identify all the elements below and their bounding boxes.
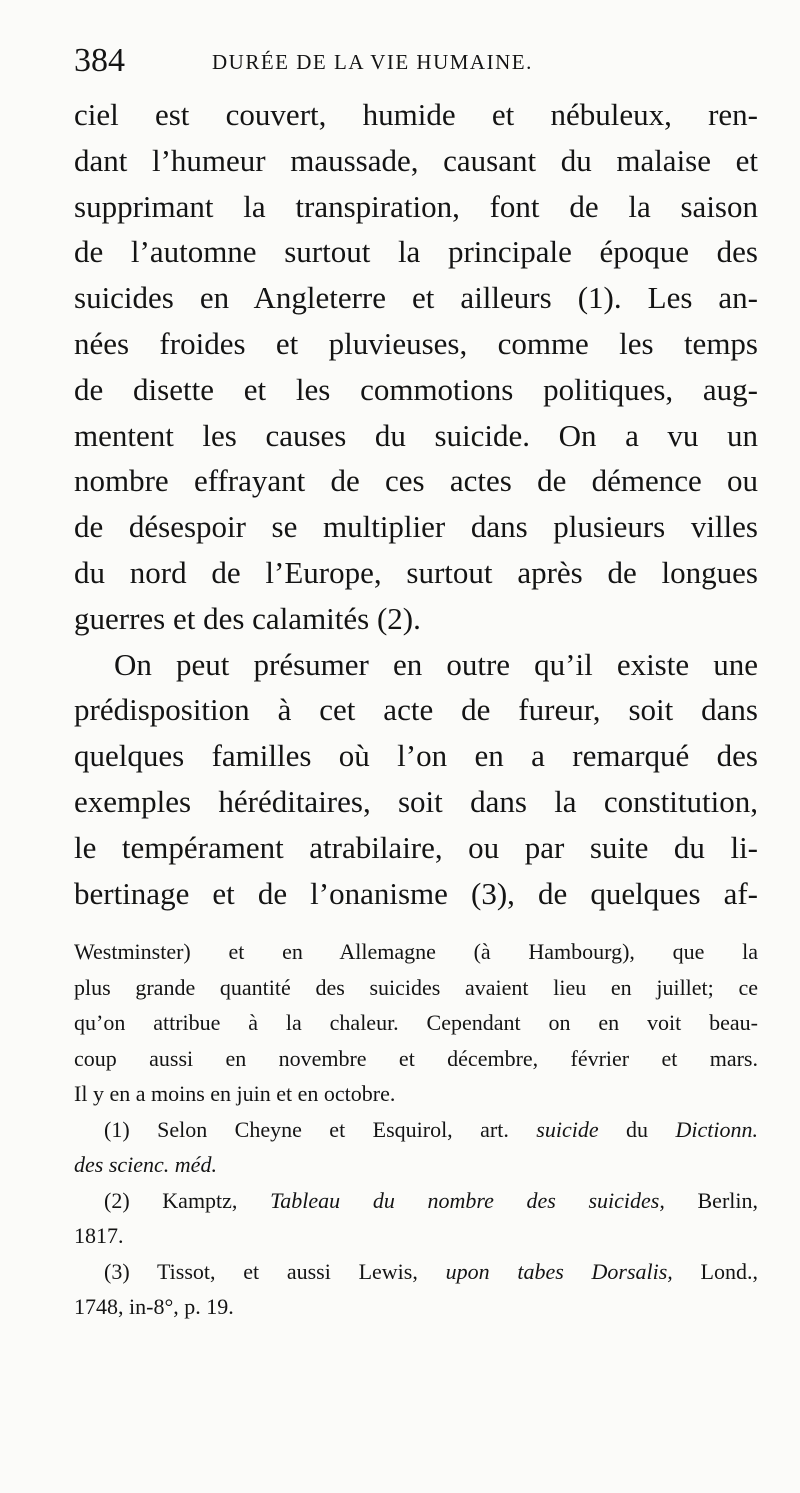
text-line: quelques familles où l’on en a remarqué des — [74, 738, 758, 774]
text-line: guerres et des calamités (2). — [74, 600, 421, 636]
note-line: 1748, in-8°, p. 19. — [74, 1294, 234, 1320]
footnote-2 — [74, 1183, 758, 1254]
footnote-text: (2) Kamptz, — [104, 1187, 271, 1213]
note-line: Il y en a moins en juin et en octobre. — [74, 1081, 396, 1107]
footnote-italic: upon tabes Dorsalis, — [445, 1258, 673, 1284]
note-line: Westminster) et en Allemagne (à Hambourg), que la — [74, 939, 758, 965]
text-line: bertinage et de l’onanisme (3), de quelques af- — [74, 875, 758, 911]
text-line: mentent les causes du suicide. On a vu un — [74, 417, 758, 453]
text-line: On peut présumer en outre qu’il existe une — [114, 646, 758, 682]
note-line: coup aussi en novembre et décembre, février et mars. — [74, 1045, 758, 1071]
footnote-continued — [74, 934, 758, 1112]
text-line: prédisposition à cet acte de fureur, soit dans — [74, 692, 758, 728]
page-header — [74, 34, 758, 92]
text-line: le tempérament atrabilaire, ou par suite du li- — [74, 829, 758, 865]
text-line: de désespoir se multiplier dans plusieurs villes — [74, 509, 758, 545]
note-line: 1817. — [74, 1223, 124, 1249]
body-text — [74, 92, 758, 916]
text-line: nées froides et pluvieuses, comme les temps — [74, 325, 758, 361]
footnote-italic: suicide — [536, 1116, 599, 1142]
paragraph-2 — [74, 642, 758, 917]
footnote-text: Berlin, — [664, 1187, 758, 1213]
paragraph-1 — [74, 92, 758, 642]
footnote-text: (1) Selon Cheyne et Esquirol, art. — [104, 1116, 537, 1142]
text-line: dant l’humeur maussade, causant du malaise et — [74, 142, 758, 178]
text-line: suicides en Angleterre et ailleurs (1). Les an- — [74, 280, 758, 316]
note-line — [74, 1112, 758, 1148]
footnote-1 — [74, 1112, 758, 1183]
text-line: de l’automne surtout la principale époque des — [74, 234, 758, 270]
note-line: des scienc. méd. — [74, 1152, 217, 1178]
note-line — [74, 1254, 758, 1290]
text-line: supprimant la transpiration, font de la saison — [74, 188, 758, 224]
footnote-text: (3) Tissot, et aussi Lewis, — [104, 1258, 446, 1284]
page-number: 384 — [74, 42, 125, 79]
footnote-text: du — [598, 1116, 676, 1142]
footnote-3 — [74, 1254, 758, 1325]
footnotes — [74, 934, 758, 1325]
note-line: plus grande quantité des suicides avaient lieu en juillet; ce — [74, 974, 758, 1000]
text-line: nombre effrayant de ces actes de démence ou — [74, 463, 758, 499]
running-head: DURÉE DE LA VIE HUMAINE. — [212, 50, 533, 74]
footnote-italic: Dictionn. — [675, 1116, 758, 1142]
note-line — [74, 1183, 758, 1219]
note-line: qu’on attribue à la chaleur. Cependant on en voit beau- — [74, 1010, 758, 1036]
text-line: ciel est couvert, humide et nébuleux, ren- — [74, 97, 758, 132]
footnote-text: Lond., — [672, 1258, 758, 1284]
text-line: de disette et les commotions politiques, aug- — [74, 371, 758, 407]
footnote-italic: Tableau du nombre des suicides, — [270, 1187, 665, 1213]
text-line: exemples héréditaires, soit dans la constitution, — [74, 783, 758, 819]
text-line: du nord de l’Europe, surtout après de longues — [74, 554, 758, 590]
book-page — [74, 34, 758, 1325]
